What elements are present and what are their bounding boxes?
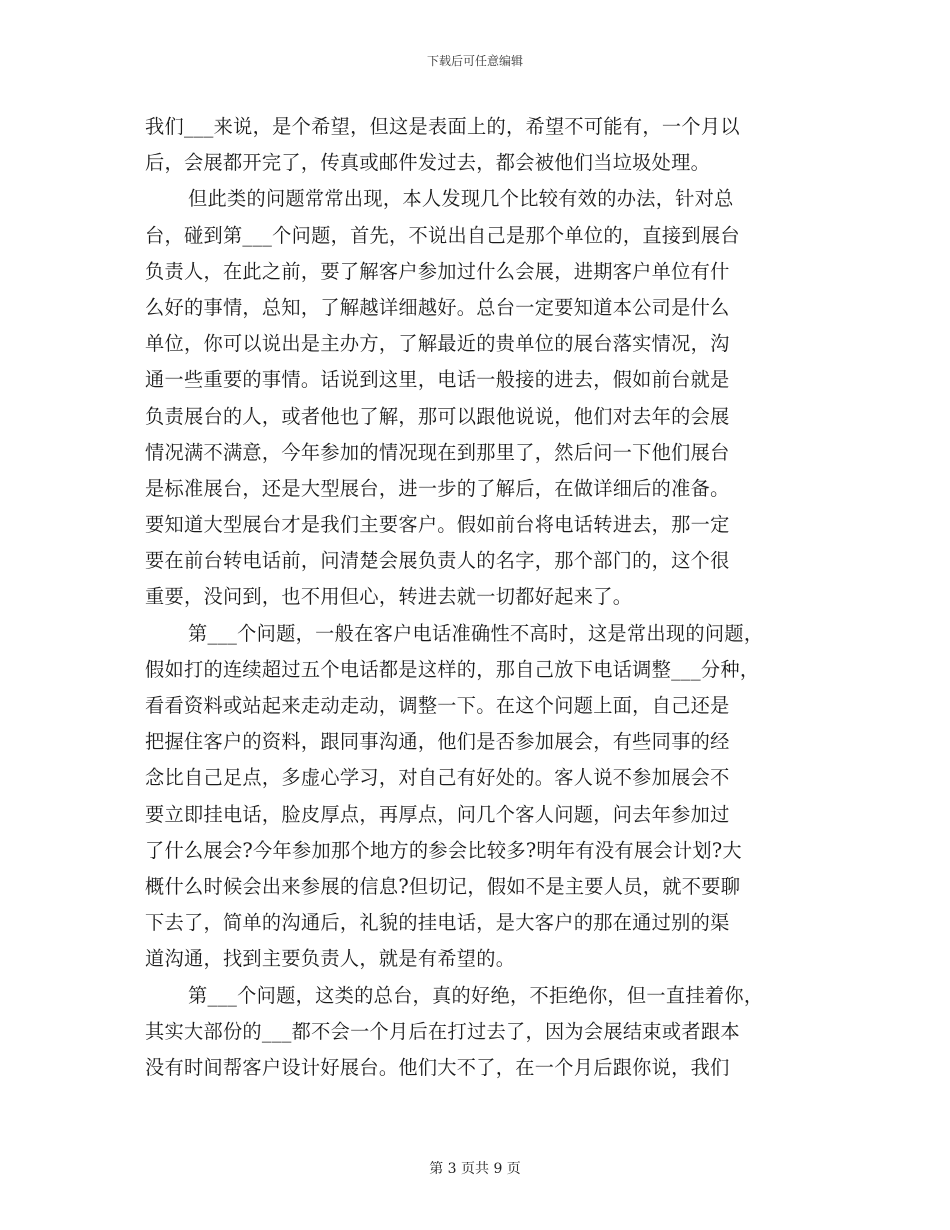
document-body	[145, 109, 810, 1086]
text-line: 要在前台转电话前，问清楚会展负责人的名字，那个部门的，这个很	[145, 549, 730, 573]
text-line: 把握住客户的资料，跟同事沟通，他们是否参加展会，有些同事的经	[145, 730, 730, 754]
text-line: 是标准展台，还是大型展台，进一步的了解后，在做详细后的准备。	[145, 476, 730, 500]
text-line: 了什么展会?今年参加那个地方的参会比较多?明年有没有展会计划?大	[145, 838, 742, 862]
text-line: 念比自己足点，多虚心学习，对自己有好处的。客人说不参加展会不	[145, 766, 730, 790]
text-line: 负责展台的人，或者他也了解，那可以跟他说说，他们对去年的会展	[145, 404, 730, 428]
text-line: 台，碰到第___个问题，首先，不说出自己是那个单位的，直接到展台	[145, 223, 740, 247]
text-line: 假如打的连续超过五个电话都是这样的，那自己放下电话调整___分种，	[145, 657, 760, 681]
page-footer: 第 3 页共 9 页	[429, 1161, 521, 1177]
text-line: 要立即挂电话，脸皮厚点，再厚点，问几个客人问题，问去年参加过	[145, 802, 730, 826]
text-line: 通一些重要的事情。话说到这里，电话一般接的进去，假如前台就是	[145, 368, 730, 392]
text-line: 概什么时候会出来参展的信息?但切记，假如不是主要人员，就不要聊	[145, 874, 741, 898]
text-line: 后，会展都开完了，传真或邮件发过去，都会被他们当垃圾处理。	[145, 151, 711, 175]
text-line: 负责人，在此之前，要了解客户参加过什么会展，进期客户单位有什	[145, 259, 730, 283]
text-line: 下去了，简单的沟通后，礼貌的挂电话，是大客户的那在通过别的渠	[145, 911, 730, 935]
text-line: 情况满不满意，今年参加的情况现在到那里了，然后问一下他们展台	[145, 440, 730, 464]
text-line: 重要，没问到，也不用但心，转进去就一切都好起来了。	[145, 585, 633, 609]
text-line: 我们___来说，是个希望，但这是表面上的，希望不可能有，一个月以	[145, 115, 740, 138]
page-header: 下载后可任意编辑	[426, 54, 523, 68]
text-line: 其实大部份的___都不会一个月后在打过去了，因为会展结束或者跟本	[145, 1019, 740, 1043]
text-line: 没有时间帮客户设计好展台。他们大不了，在一个月后跟你说，我们	[145, 1055, 730, 1079]
text-line: 要知道大型展台才是我们主要客户。假如前台将电话转进去，那一定	[145, 513, 730, 537]
text-line: 第___个问题，这类的总台，真的好绝，不拒绝你，但一直挂着你，	[188, 983, 764, 1007]
text-line: 道沟通，找到主要负责人，就是有希望的。	[145, 947, 516, 971]
text-line: 看看资料或站起来走动走动，调整一下。在这个问题上面，自己还是	[145, 694, 730, 717]
text-line: 第___个问题，一般在客户电话准确性不高时，这是常出现的问题，	[188, 621, 764, 645]
text-line: 但此类的问题常常出现，本人发现几个比较有效的办法，针对总	[188, 187, 734, 211]
text-line: 单位，你可以说出是主办方，了解最近的贵单位的展台落实情况，沟	[145, 332, 730, 356]
text-line: 么好的事情，总知，了解越详细越好。总台一定要知道本公司是什么	[145, 295, 730, 319]
